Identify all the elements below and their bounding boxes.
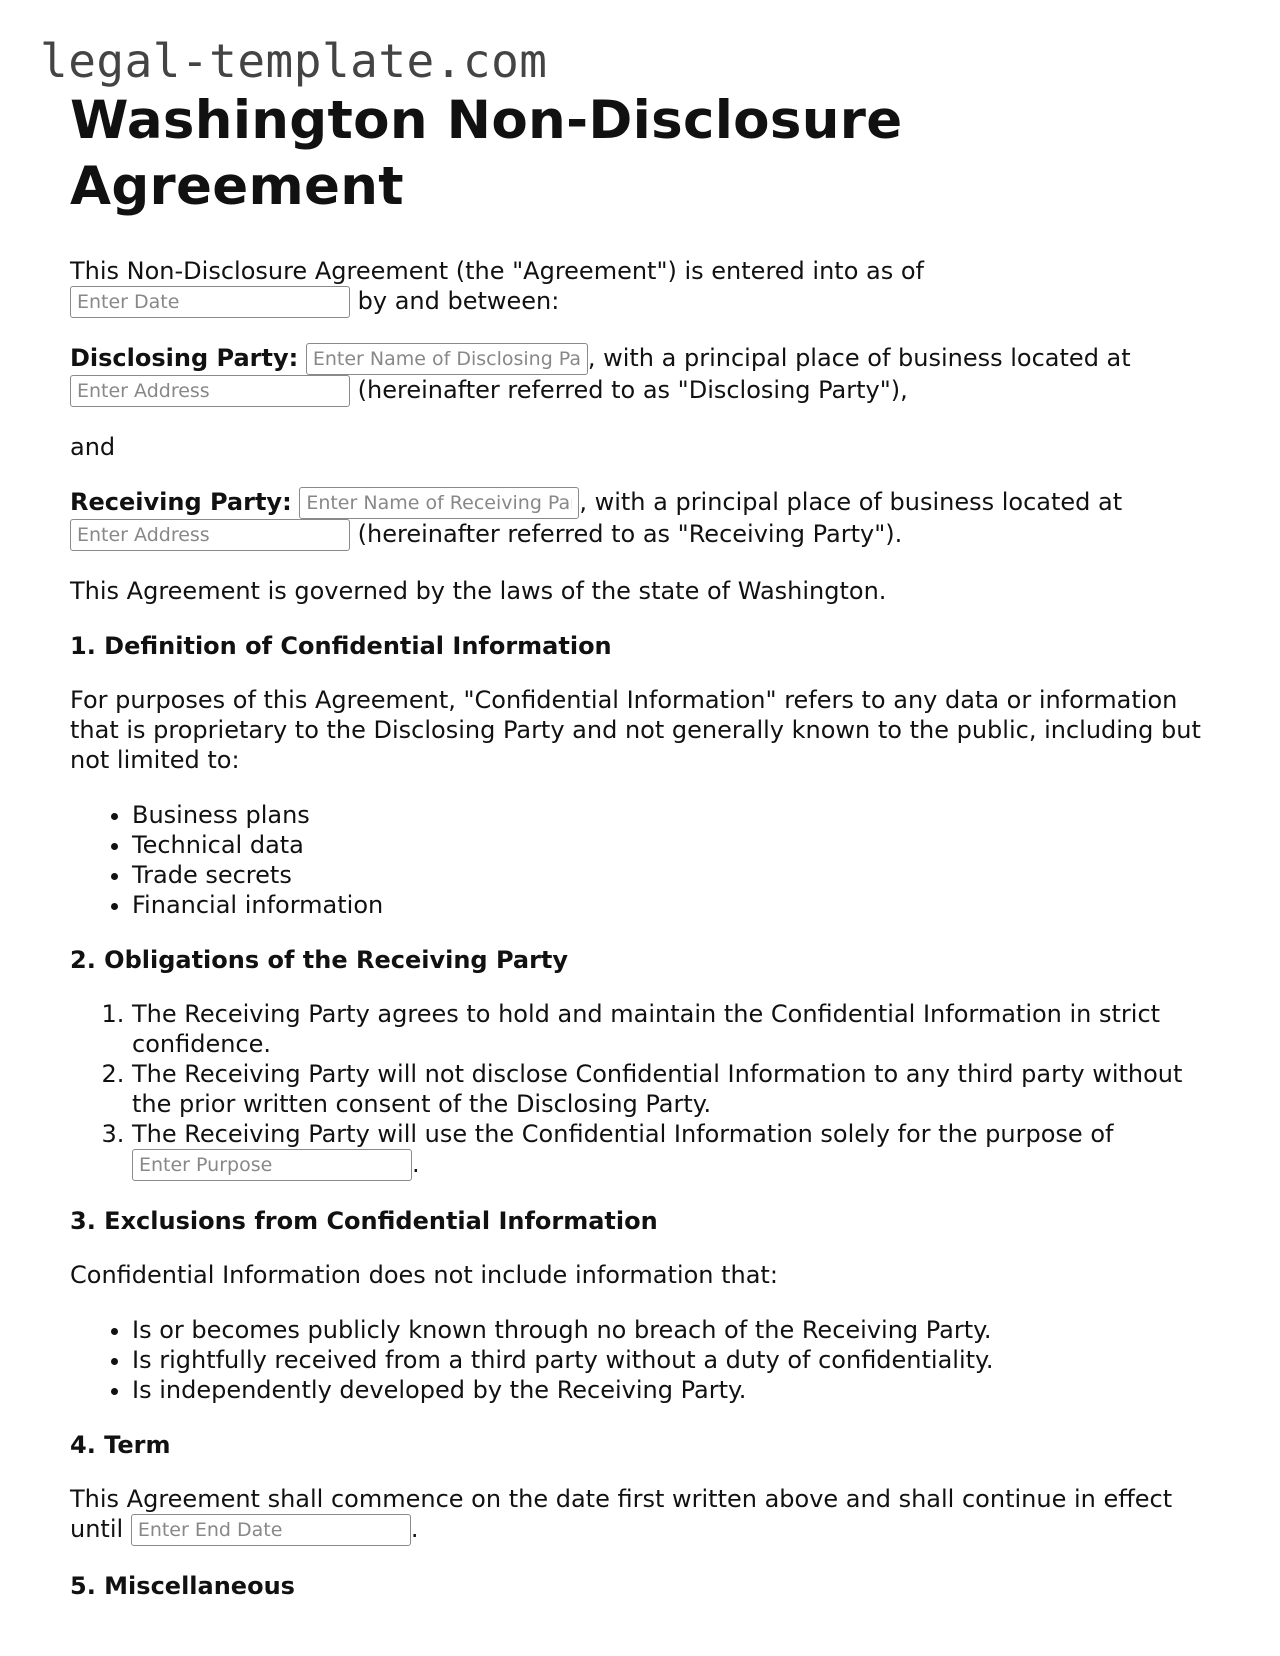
section-3-heading: 3. Exclusions from Confidential Information bbox=[70, 1207, 658, 1235]
obligations-list bbox=[70, 999, 1210, 1181]
purpose-text: The Receiving Party will use the Confidential Information solely for the purpose of bbox=[132, 1120, 1114, 1148]
confidential-info-list bbox=[70, 800, 1210, 920]
purpose-suffix: . bbox=[412, 1150, 420, 1178]
term-text: This Agreement shall commence on the date first written above and shall continue in effect until bbox=[70, 1485, 1173, 1543]
list-item: 2. The Receiving Party will not disclose Confidential Information to any third party without the prior written consent of the Disclosing Party. bbox=[132, 1059, 1210, 1119]
list-item: • Is or becomes publicly known through no breach of the Receiving Party. bbox=[132, 1315, 1210, 1345]
intro-text: This Non-Disclosure Agreement (the "Agreement") is entered into as of bbox=[70, 257, 924, 285]
section-2-heading: 2. Obligations of the Receiving Party bbox=[70, 946, 569, 974]
list-item: • Is rightfully received from a third party without a duty of confidentiality. bbox=[132, 1345, 1210, 1375]
disclosing-party-address-input[interactable] bbox=[70, 375, 350, 407]
section-4-body bbox=[70, 1484, 1210, 1546]
receiving-party-address-input[interactable] bbox=[70, 519, 350, 551]
receiving-party-text: , with a principal place of business located at bbox=[579, 488, 1123, 516]
receiving-party-suffix: (hereinafter referred to as "Receiving Party"). bbox=[357, 520, 903, 548]
intro-paragraph bbox=[70, 256, 1210, 318]
receiving-party-name-input[interactable] bbox=[299, 487, 579, 519]
list-item: 1. The Receiving Party agrees to hold and maintain the Confidential Information in strict confidence. bbox=[132, 999, 1210, 1059]
receiving-party-paragraph bbox=[70, 487, 1210, 551]
disclosing-party-name-input[interactable] bbox=[306, 343, 588, 375]
section-3-body: Confidential Information does not include information that: bbox=[70, 1261, 778, 1289]
document bbox=[70, 88, 1210, 1625]
list-item: • Technical data bbox=[132, 830, 1210, 860]
end-date-input[interactable] bbox=[131, 1514, 411, 1546]
section-5-heading: 5. Miscellaneous bbox=[70, 1572, 295, 1600]
page-title: Washington Non-Disclosure Agreement bbox=[70, 90, 903, 217]
and-text: and bbox=[70, 433, 116, 461]
section-4-heading: 4. Term bbox=[70, 1431, 171, 1459]
purpose-input[interactable] bbox=[132, 1149, 412, 1181]
list-item: • Financial information bbox=[132, 890, 1210, 920]
exclusions-list bbox=[70, 1315, 1210, 1405]
disclosing-party-suffix: (hereinafter referred to as "Disclosing Party"), bbox=[357, 376, 908, 404]
list-item: • Is independently developed by the Receiving Party. bbox=[132, 1375, 1210, 1405]
list-item: • Business plans bbox=[132, 800, 1210, 830]
governing-law-text: This Agreement is governed by the laws of the state of Washington. bbox=[70, 577, 887, 605]
disclosing-party-text: , with a principal place of business located at bbox=[587, 344, 1131, 372]
term-suffix: . bbox=[410, 1515, 419, 1543]
list-item: • Trade secrets bbox=[132, 860, 1210, 890]
section-1-heading: 1. Definition of Confidential Information bbox=[70, 632, 612, 660]
disclosing-party-paragraph bbox=[70, 343, 1210, 407]
intro-text-after: by and between: bbox=[357, 287, 560, 315]
section-1-body: For purposes of this Agreement, "Confidential Information" refers to any data or information that is proprietary to the Disclosing Party and not generally known to the public, including but not limited to: bbox=[70, 686, 1201, 774]
list-item bbox=[132, 1119, 1210, 1181]
disclosing-party-label: Disclosing Party: bbox=[70, 344, 299, 372]
agreement-date-input[interactable] bbox=[70, 286, 350, 318]
receiving-party-label: Receiving Party: bbox=[70, 488, 292, 516]
watermark-logo: legal-template.com bbox=[40, 34, 548, 88]
